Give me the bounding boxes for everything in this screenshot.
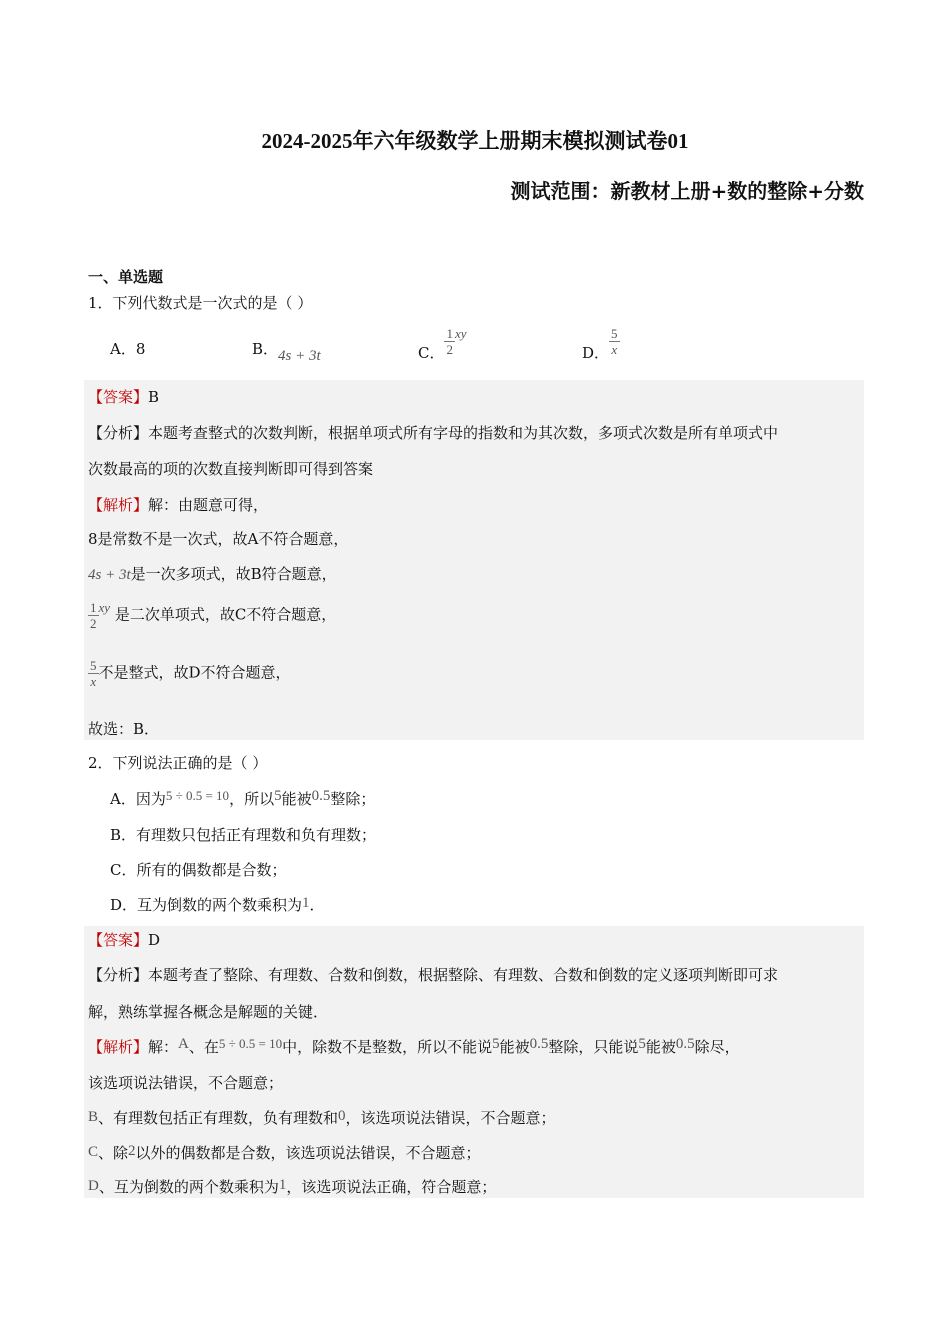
q2-stem: 2．下列说法正确的是（ ）: [88, 754, 268, 772]
q2-solution-a-line2: 该选项说法错误，不合题意；: [88, 1074, 284, 1092]
q1-solution-a: 8是常数不是一次式，故A不符合题意，: [88, 530, 349, 548]
q2-option-a: A．因为5 ÷ 0.5 = 10，所以5能被0.5整除；: [110, 788, 376, 808]
q2-solution-a: 【解析】解：A、在5 ÷ 0.5 = 10中，除数不是整数，所以不能说5能被0.5整除，只能说5能被0.5除尽，: [88, 1036, 740, 1056]
q1-option-a: A．8: [110, 340, 146, 358]
q2-analysis-2: 解，熟练掌握各概念是解题的关键．: [88, 1003, 329, 1021]
q1-solution-intro: 【解析】解：由题意可得，: [88, 496, 269, 514]
q2-solution-b: B、有理数包括正有理数，负有理数和0，该选项说法错误，不合题意；: [88, 1108, 556, 1127]
page-title: 2024-2025年六年级数学上册期末模拟测试卷01: [261, 129, 689, 153]
q2-option-c: C．所有的偶数都是合数；: [110, 861, 287, 879]
q2-answer: 【答案】D: [88, 931, 161, 949]
q2-solution-d: D、互为倒数的两个数乘积为1，该选项说法正确，符合题意；: [88, 1177, 497, 1196]
page-subtitle: 测试范围：新教材上册+数的整除+分数: [510, 179, 864, 203]
q2-option-d: D．互为倒数的两个数乘积为1．: [110, 895, 325, 914]
q1-answer: 【答案】B: [88, 388, 160, 406]
q1-stem: 1．下列代数式是一次式的是（ ）: [88, 294, 313, 312]
q1-solution-b: 4s + 3t是一次多项式，故B符合题意，: [88, 565, 337, 583]
q1-analysis-1: 【分析】本题考查整式的次数判断，根据单项式所有字母的指数和为其次数，多项式次数是所有单项式中: [88, 424, 779, 442]
q2-analysis-1: 【分析】本题考查了整除、有理数、合数和倒数，根据整除、有理数、合数和倒数的定义逐项判断即可求: [88, 966, 779, 984]
q1-option-d: D． $\frac{5}{x}$: [582, 326, 618, 362]
q1-conclusion: 故选：B．: [88, 720, 160, 738]
q1-option-b: B．4s + 3t: [252, 340, 321, 364]
q1-option-c: C． $\frac{1}{2}$ xy: [418, 325, 467, 362]
q1-analysis-2: 次数最高的项的次数直接判断即可得到答案: [88, 460, 374, 478]
q2-solution-c: C、除2以外的偶数都是合数，该选项说法错误，不合题意；: [88, 1143, 481, 1162]
q1-solution-d: $\frac{5}{x}$ 不是整式，故D不符合题意，: [90, 658, 291, 689]
q1-solution-c: $\frac{1}{2}$ xy 是二次单项式，故C不符合题意，: [90, 599, 337, 631]
q2-option-b: B．有理数只包括正有理数和负有理数；: [110, 826, 377, 844]
section-heading: 一、单选题: [88, 268, 164, 286]
